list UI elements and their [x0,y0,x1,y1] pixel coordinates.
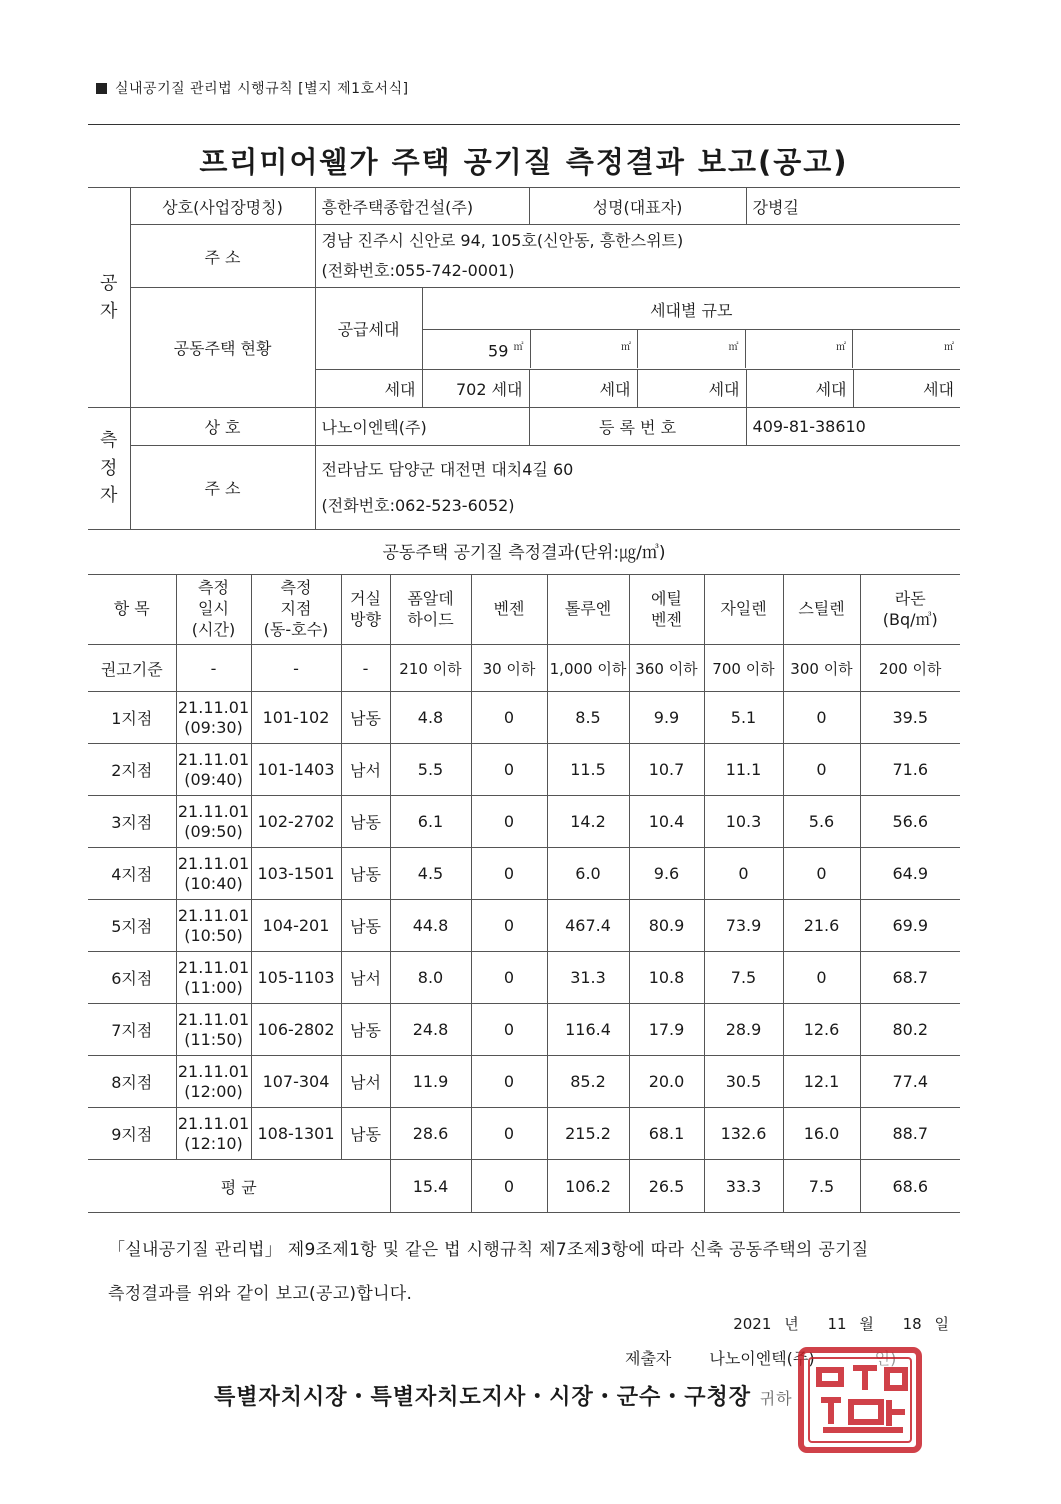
size-cell-1: 59 ㎡ [488,340,524,360]
value-cell: 16.0 [783,1108,860,1160]
datetime-cell: 21.11.01 (09:50) [176,796,251,848]
datetime-cell: 21.11.01 (11:00) [176,952,251,1004]
standard-cell: 360 이하 [629,645,704,692]
value-cell: 0 [783,744,860,796]
value-cell: 6.1 [390,796,471,848]
value-cell: 467.4 [547,900,629,952]
point-cell: 5지점 [88,900,176,952]
report-date: 2021 년 11 월 18 일 [733,1315,949,1333]
value-cell: 77.4 [860,1056,960,1108]
value-cell: 10.4 [629,796,704,848]
value-cell: 0 [783,692,860,744]
info-table [88,187,960,530]
average-cell: 7.5 [783,1160,860,1213]
point-cell: 2지점 [88,744,176,796]
value-cell: 0 [471,848,547,900]
table-row [88,1004,960,1056]
unit-cell: 103-1501 [251,848,341,900]
document-title: 프리미어웰가 주택 공기질 측정결과 보고(공고) [199,145,849,179]
value-cell: 24.8 [390,1004,471,1056]
point-cell: 3지점 [88,796,176,848]
value-cell: 5.5 [390,744,471,796]
value-cell: 0 [471,1056,547,1108]
point-cell: 7지점 [88,1004,176,1056]
table-row [88,1108,960,1160]
value-cell: 80.9 [629,900,704,952]
value-cell: 14.2 [547,796,629,848]
company-label: 상호(사업장명칭) [130,188,315,225]
value-cell: 0 [704,848,783,900]
col-header: 폼알데 하이드 [390,575,471,645]
value-cell: 30.5 [704,1056,783,1108]
household-2: 세대 [529,370,637,408]
unit-cell: 105-1103 [251,952,341,1004]
value-cell: 31.3 [547,952,629,1004]
standard-cell: 1,000 이하 [547,645,629,692]
col-header: 스틸렌 [783,575,860,645]
value-cell: 0 [471,796,547,848]
household-3: 세대 [637,370,746,408]
value-cell: 116.4 [547,1004,629,1056]
value-cell: 9.9 [629,692,704,744]
direction-cell: 남동 [341,692,390,744]
notice-text: 「실내공기질 관리법」 제9조제1항 및 같은 법 시행규칙 제7조제3항에 따라 신축 공동주택의 공기질 측정결과를 위와 같이 보고(공고)합니다. [108,1240,869,1304]
direction-cell: 남동 [341,848,390,900]
size-cell-2: ㎡ [530,330,638,368]
value-cell: 5.1 [704,692,783,744]
value-cell: 12.6 [783,1004,860,1056]
value-cell: 10.7 [629,744,704,796]
value-cell: 20.0 [629,1056,704,1108]
standard-cell: - [341,645,390,692]
col-header: 자일렌 [704,575,783,645]
average-cell: 15.4 [390,1160,471,1213]
measurer-company-label: 상 호 [130,408,315,446]
table-row [88,796,960,848]
value-cell: 0 [471,692,547,744]
measurer-address-label: 주 소 [130,446,315,530]
value-cell: 8.0 [390,952,471,1004]
standard-cell: 700 이하 [704,645,783,692]
results-caption: 공동주택 공기질 측정결과(단위:㎍/㎥) [382,543,666,563]
standard-row [88,645,960,692]
header-row [88,575,960,645]
household-1: 702 세대 [422,370,529,408]
value-cell: 0 [471,952,547,1004]
datetime-cell: 21.11.01 (09:30) [176,692,251,744]
table-row [88,692,960,744]
value-cell: 11.5 [547,744,629,796]
household-5: 세대 [853,370,960,408]
standard-cell: 200 이하 [860,645,960,692]
value-cell: 12.1 [783,1056,860,1108]
table-row [88,952,960,1004]
value-cell: 88.7 [860,1108,960,1160]
value-cell: 28.6 [390,1108,471,1160]
datetime-cell: 21.11.01 (10:50) [176,900,251,952]
col-header: 측정 일시 (시간) [176,575,251,645]
value-cell: 0 [471,1004,547,1056]
unit-cell: 104-201 [251,900,341,952]
standard-cell: - [176,645,251,692]
scale-label: 세대별 규모 [423,290,961,330]
value-cell: 39.5 [860,692,960,744]
unit-cell: 102-2702 [251,796,341,848]
value-cell: 132.6 [704,1108,783,1160]
value-cell: 11.9 [390,1056,471,1108]
square-bullet-icon [96,83,107,94]
average-cell: 68.6 [860,1160,960,1213]
company-value: 흥한주택종합건설(주) [315,188,529,225]
point-cell: 4지점 [88,848,176,900]
household-label: 세대 [315,370,422,408]
value-cell: 56.6 [860,796,960,848]
value-cell: 28.9 [704,1004,783,1056]
value-cell: 68.1 [629,1108,704,1160]
direction-cell: 남동 [341,796,390,848]
col-header: 측정 지점 (동-호수) [251,575,341,645]
household-4: 세대 [746,370,853,408]
direction-cell: 남동 [341,900,390,952]
average-row [88,1160,960,1213]
col-header: 라돈 (Bq/㎥) [860,575,960,645]
value-cell: 5.6 [783,796,860,848]
measurer-company-value: 나노이엔텍(주) [315,408,529,446]
address-label: 주 소 [130,225,315,288]
size-cell-5: ㎡ [853,330,961,368]
average-cell: 33.3 [704,1160,783,1213]
reg-value: 409-81-38610 [746,408,960,446]
unit-cell: 101-102 [251,692,341,744]
value-cell: 69.9 [860,900,960,952]
results-table [88,574,960,1213]
value-cell: 215.2 [547,1108,629,1160]
unit-cell: 106-2802 [251,1004,341,1056]
datetime-cell: 21.11.01 (12:10) [176,1108,251,1160]
value-cell: 71.6 [860,744,960,796]
datetime-cell: 21.11.01 (11:50) [176,1004,251,1056]
point-cell: 6지점 [88,952,176,1004]
form-reference: 실내공기질 관리법 시행규칙 [별지 제1호서식] [96,78,409,98]
company-seal-stamp [795,1344,925,1456]
value-cell: 0 [471,1108,547,1160]
header-rule [88,124,960,125]
col-header: 거실 방향 [341,575,390,645]
datetime-cell: 21.11.01 (09:40) [176,744,251,796]
size-cell-4: ㎡ [745,330,853,368]
average-cell: 26.5 [629,1160,704,1213]
direction-cell: 남서 [341,952,390,1004]
value-cell: 73.9 [704,900,783,952]
value-cell: 10.8 [629,952,704,1004]
rep-value: 강병길 [746,188,960,225]
value-cell: 7.5 [704,952,783,1004]
unit-cell: 108-1301 [251,1108,341,1160]
publisher-side-label: 공 자 [88,188,130,408]
standard-cell: - [251,645,341,692]
unit-cell: 107-304 [251,1056,341,1108]
value-cell: 8.5 [547,692,629,744]
value-cell: 11.1 [704,744,783,796]
direction-cell: 남동 [341,1004,390,1056]
value-cell: 80.2 [860,1004,960,1056]
value-cell: 44.8 [390,900,471,952]
measurer-address-value: 전라남도 담양군 대전면 대치4길 60 (전화번호:062-523-6052) [315,446,960,530]
rep-label: 성명(대표자) [529,188,746,225]
submitter: 제출자 나노이엔텍(주) 인) [625,1349,897,1368]
value-cell: 0 [783,952,860,1004]
average-cell: 0 [471,1160,547,1213]
value-cell: 4.5 [390,848,471,900]
average-cell: 106.2 [547,1160,629,1213]
standard-cell: 300 이하 [783,645,860,692]
col-header: 에틸 벤젠 [629,575,704,645]
average-label: 평 균 [88,1160,390,1213]
datetime-cell: 21.11.01 (12:00) [176,1056,251,1108]
table-row [88,744,960,796]
table-row [88,848,960,900]
standard-cell: 30 이하 [471,645,547,692]
value-cell: 9.6 [629,848,704,900]
value-cell: 4.8 [390,692,471,744]
direction-cell: 남서 [341,1056,390,1108]
value-cell: 17.9 [629,1004,704,1056]
standard-cell: 권고기준 [88,645,176,692]
value-cell: 6.0 [547,848,629,900]
direction-cell: 남동 [341,1108,390,1160]
value-cell: 0 [783,848,860,900]
table-row [88,1056,960,1108]
point-cell: 8지점 [88,1056,176,1108]
measurer-side-label: 측 정 자 [88,408,130,530]
value-cell: 10.3 [704,796,783,848]
supply-label: 공급세대 [315,288,422,370]
value-cell: 85.2 [547,1056,629,1108]
value-cell: 21.6 [783,900,860,952]
col-header: 벤젠 [471,575,547,645]
value-cell: 0 [471,900,547,952]
col-header: 항 목 [88,575,176,645]
value-cell: 64.9 [860,848,960,900]
size-cell-3: ㎡ [638,330,746,368]
col-header: 톨루엔 [547,575,629,645]
point-cell: 1지점 [88,692,176,744]
point-cell: 9지점 [88,1108,176,1160]
value-cell: 0 [471,744,547,796]
value-cell: 68.7 [860,952,960,1004]
address-value: 경남 진주시 신안로 94, 105호(신안동, 흥한스위트) (전화번호:055-742-0001) [315,225,960,288]
table-row [88,900,960,952]
direction-cell: 남서 [341,744,390,796]
unit-cell: 101-1403 [251,744,341,796]
reg-label: 등 록 번 호 [529,408,746,446]
addressee: 특별자치시장・특별자치도지사・시장・군수・구청장 귀하 [214,1385,793,1410]
housing-label: 공동주택 현황 [130,288,315,408]
datetime-cell: 21.11.01 (10:40) [176,848,251,900]
standard-cell: 210 이하 [390,645,471,692]
